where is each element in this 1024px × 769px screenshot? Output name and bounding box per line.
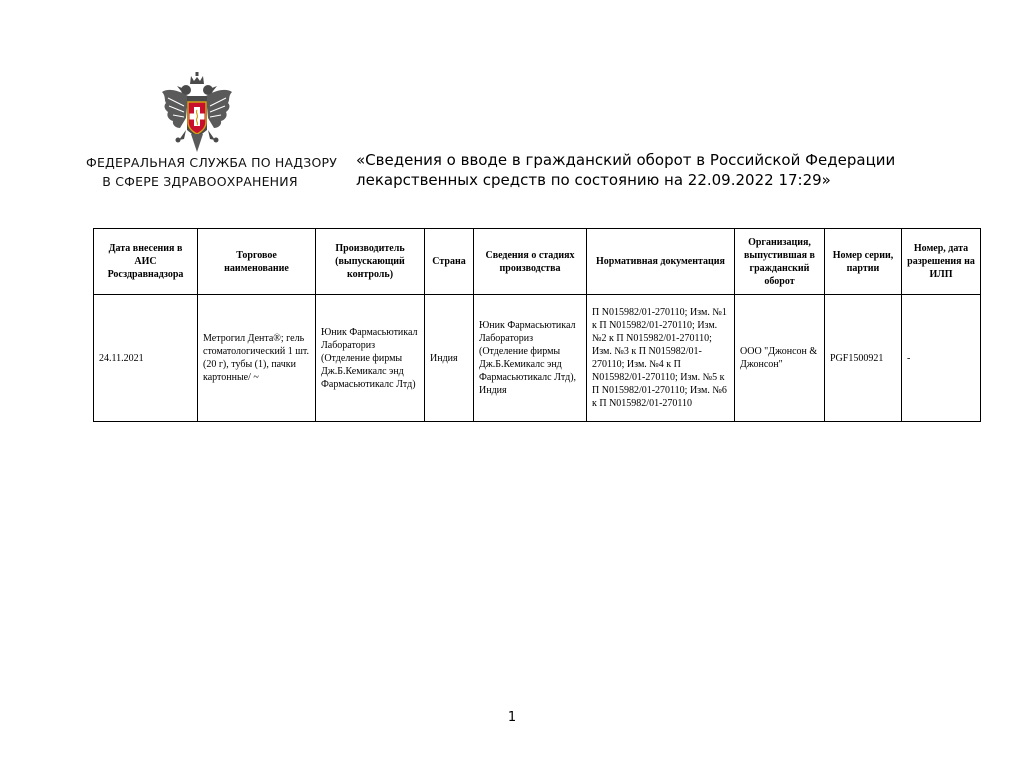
agency-name-line-1: ФЕДЕРАЛЬНАЯ СЛУЖБА ПО НАДЗОРУ — [86, 155, 338, 170]
cell-permit: - — [902, 295, 981, 422]
column-header-country: Страна — [425, 229, 474, 295]
column-header-manufacturer: Производитель (выпускающий контроль) — [316, 229, 425, 295]
column-header-production-stages: Сведения о стадиях производства — [474, 229, 587, 295]
cell-manufacturer: Юник Фармасьютикал Лабораториз (Отделение фирмы Дж.Б.Кемикалс энд Фармасьютикалс Лтд) — [316, 295, 425, 422]
cell-batch-number: PGF1500921 — [825, 295, 902, 422]
document-title — [356, 150, 916, 190]
table-row — [94, 295, 981, 422]
agency-name-line-2: В СФЕРЕ ЗДРАВООХРАНЕНИЯ — [102, 174, 298, 189]
cell-entry-date: 24.11.2021 — [94, 295, 198, 422]
column-header-permit: Номер, дата разрешения на ИЛП — [902, 229, 981, 295]
column-header-entry-date: Дата внесения в АИС Росздравнадзора — [94, 229, 198, 295]
double-headed-eagle-emblem-icon — [160, 72, 234, 156]
table-header-row — [94, 229, 981, 295]
cell-production-stages: Юник Фармасьютикал Лабораториз (Отделение фирмы Дж.Б.Кемикалс энд Фармасьютикалс Лтд), Индия — [474, 295, 587, 422]
circulation-registry-table — [93, 228, 981, 422]
column-header-releasing-organization: Организация, выпустившая в гражданский оборот — [735, 229, 825, 295]
column-header-trade-name: Торговое наименование — [198, 229, 316, 295]
page-number: 1 — [507, 710, 517, 725]
cell-country: Индия — [425, 295, 474, 422]
cell-regulatory-documentation: П N015982/01-270110; Изм. №1 к П N015982/01-270110; Изм. №2 к П N015982/01-270110; Изм. №3 к П N015982/01-270110; Изм. №4 к П N015982/01-270110; Изм. №5 к П N015982/01-270110; Изм. №6 к П N015982/01-270110 — [587, 295, 735, 422]
agency-name — [86, 153, 338, 191]
document-title-line-2: лекарственных средств по состоянию на 22.09.2022 17:29» — [356, 171, 831, 189]
column-header-regulatory-documentation: Нормативная документация — [587, 229, 735, 295]
document-title-line-1: «Сведения о вводе в гражданский оборот в Российской Федерации — [356, 151, 896, 169]
column-header-batch-number: Номер серии, партии — [825, 229, 902, 295]
cell-releasing-organization: ООО "Джонсон & Джонсон" — [735, 295, 825, 422]
cell-trade-name: Метрогил Дента®; гель стоматологический 1 шт. (20 г), тубы (1), пачки картонные/ ~ — [198, 295, 316, 422]
